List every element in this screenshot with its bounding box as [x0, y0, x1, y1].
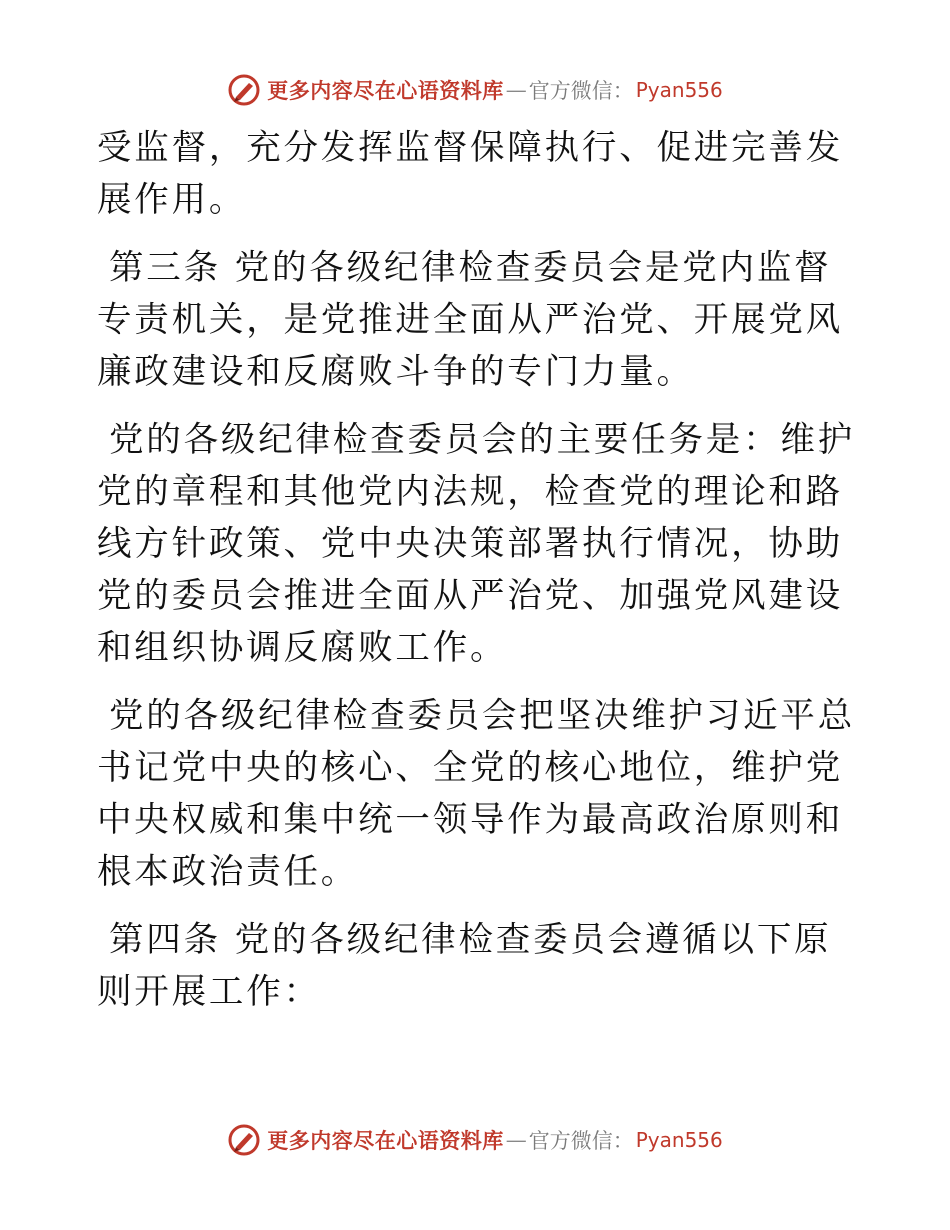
paragraph-continuation: 受监督，充分发挥监督保障执行、促进完善发展作用。 — [97, 128, 843, 220]
document-body — [97, 122, 857, 1034]
banner-highlight-text: 更多内容尽在心语资料库 — [267, 1128, 504, 1153]
banner-highlight-text: 更多内容尽在心语资料库 — [267, 78, 504, 103]
footer-watermark-banner — [0, 1120, 950, 1160]
header-watermark-banner — [0, 70, 950, 110]
paragraph-article-3: 第三条 党的各级纪律检查委员会是党内监督专责机关，是党推进全面从严治党、开展党风廉政建设和反腐败斗争的专门力量。 — [97, 248, 843, 392]
banner-label-text: 官方微信： — [528, 1129, 634, 1153]
banner-label-text: 官方微信： — [528, 79, 634, 103]
paragraph-main-tasks: 党的各级纪律检查委员会的主要任务是：维护党的章程和其他党内法规，检查党的理论和路线方针政策、党中央决策部署执行情况，协助党的委员会推进全面从严治党、加强党风建设和组织协调反腐败工作。 — [97, 420, 855, 668]
pen-logo-icon — [227, 73, 261, 107]
banner-account-text: Pyan556 — [635, 1128, 723, 1152]
paragraph-article-4: 第四条 党的各级纪律检查委员会遵循以下原则开展工作： — [97, 920, 832, 1012]
banner-dash: — — [505, 78, 527, 102]
paragraph-political-principle: 党的各级纪律检查委员会把坚决维护习近平总书记党中央的核心、全党的核心地位，维护党中央权威和集中统一领导作为最高政治原则和根本政治责任。 — [97, 696, 855, 892]
pen-logo-icon — [227, 1123, 261, 1157]
banner-account-text: Pyan556 — [635, 78, 723, 102]
banner-dash: — — [505, 1128, 527, 1152]
